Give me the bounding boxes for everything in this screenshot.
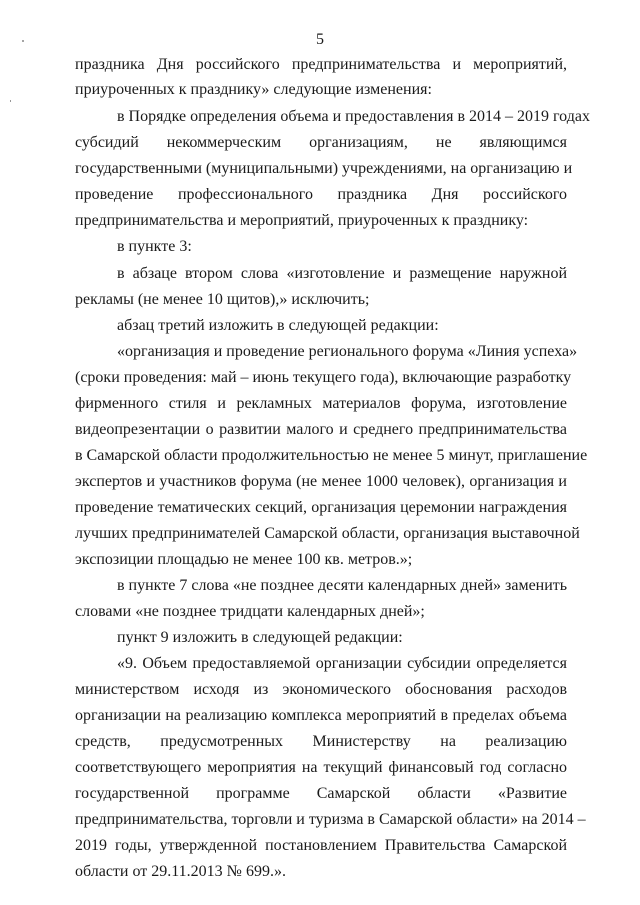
text-line: пункт 9 изложить в следующей редакции:	[117, 629, 403, 646]
text-line: в пункте 3:	[117, 238, 192, 255]
text-line: предпринимательства, торговли и туризма в Самарской области» на 2014 –	[75, 811, 586, 828]
text-line: субсидий некоммерческим организациям, не являющимся	[75, 134, 567, 151]
text-line: в пункте 7 слова «не позднее десяти календарных дней» заменить	[117, 577, 568, 594]
text-line: государственными (муниципальными) учреждениями, на организацию и	[75, 160, 573, 177]
text-line: абзац третий изложить в следующей редакции:	[117, 317, 439, 334]
text-line: организации на реализацию комплекса мероприятий в пределах объема	[75, 707, 567, 724]
text-line: предпринимательства и мероприятий, приуроченных к празднику:	[75, 212, 529, 229]
text-line: проведение тематических секций, организация церемонии награждения	[75, 499, 567, 516]
text-line: (сроки проведения: май – июнь текущего года), включающие разработку	[75, 369, 572, 386]
text-line: экспертов и участников форума (не менее 1000 человек), организация и	[75, 473, 567, 490]
text-line: праздника Дня российского предпринимательства и мероприятий,	[75, 56, 567, 73]
text-line: экспозиции площадью не менее 100 кв. метров.»;	[75, 551, 413, 568]
page-number: 5	[316, 31, 324, 48]
text-line: министерством исходя из экономического обоснования расходов	[75, 681, 567, 698]
text-line: проведение профессионального праздника Дня российского	[75, 186, 567, 203]
text-line: приуроченных к празднику» следующие изменения:	[75, 81, 432, 98]
scan-speck	[10, 100, 11, 102]
text-line: «9. Объем предоставляемой организации субсидии определяется	[117, 655, 567, 672]
text-line: в Самарской области продолжительностью не менее 5 минут, приглашение	[75, 447, 588, 464]
text-line: 2019 годы, утвержденной постановлением Правительства Самарской	[75, 837, 567, 854]
text-line: фирменного стиля и рекламных материалов форума, изготовление	[75, 395, 567, 412]
text-line: «организация и проведение регионального форума «Линия успеха»	[117, 343, 578, 360]
text-line: государственной программе Самарской области «Развитие	[75, 785, 567, 802]
text-line: в Порядке определения объема и предоставления в 2014 – 2019 годах	[117, 108, 590, 125]
text-line: соответствующего мероприятия на текущий финансовый год согласно	[75, 759, 567, 776]
text-line: видеопрезентации о развитии малого и среднего предпринимательства	[75, 421, 567, 438]
text-line: области от 29.11.2013 № 699.».	[75, 863, 286, 880]
scan-speck	[22, 40, 24, 42]
text-line: средств, предусмотренных Министерству на реализацию	[75, 733, 567, 750]
text-line: рекламы (не менее 10 щитов),» исключить;	[75, 291, 370, 308]
text-line: словами «не позднее тридцати календарных дней»;	[75, 603, 425, 620]
text-line: лучших предпринимателей Самарской области, организация выставочной	[75, 525, 580, 542]
text-line: в абзаце втором слова «изготовление и размещение наружной	[117, 265, 567, 282]
